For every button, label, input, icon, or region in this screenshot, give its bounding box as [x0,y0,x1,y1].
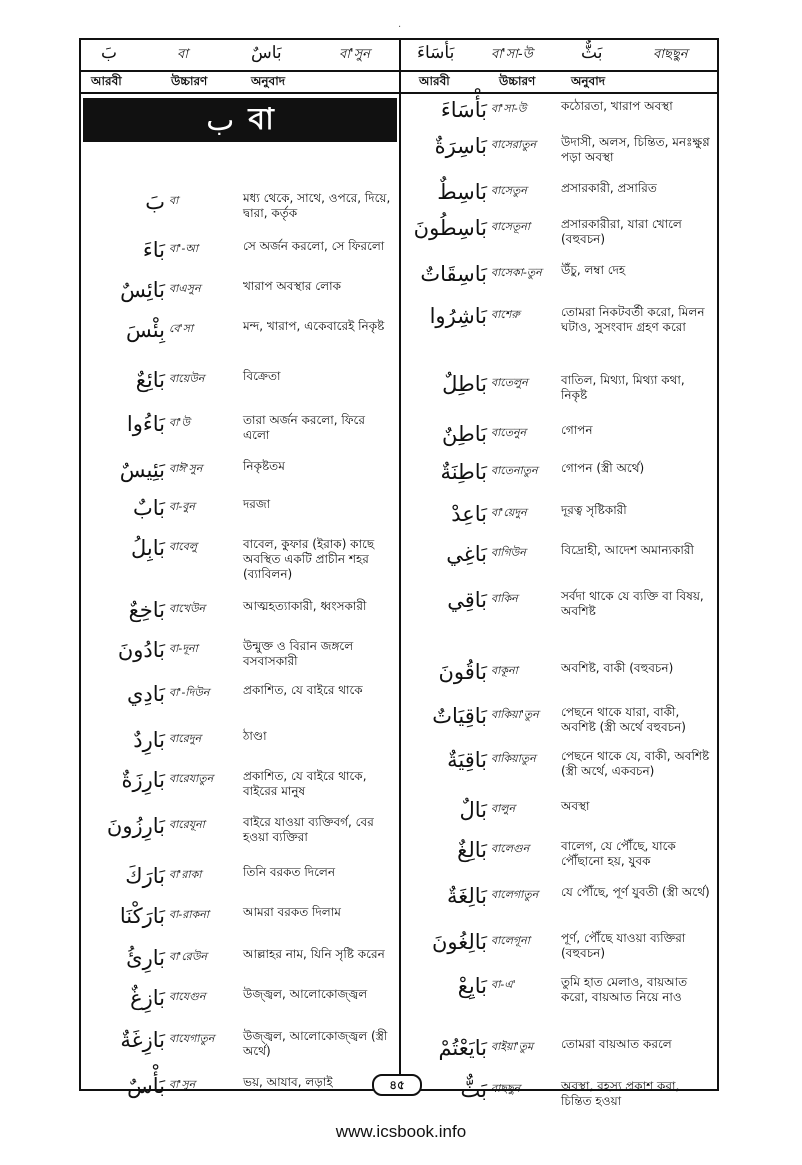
entry-pronunciation: বাযেগাতুন [169,1032,215,1045]
entry-meaning: খারাপ অবস্থার লোক [243,279,341,293]
entry-meaning: পূর্ণ, পৌঁছে যাওয়া ব্যক্তিরা (বহুবচন) [561,931,686,960]
entry-arabic: بَاقُونَ [438,660,487,684]
entry-pronunciation: বাসেরাতুন [491,138,537,151]
entry-arabic: بَايِعْ [457,974,487,998]
entry-meaning: বিদ্রোহী, আদেশ অমান্যকারী [561,543,694,557]
header-left-arabic-2: بَاسٌ [251,43,282,63]
entry-pronunciation: বা'উ [169,416,190,429]
entry-arabic: بَارِزَةٌ [121,768,165,792]
entry-meaning: তোমরা নিকটবর্তী করো, মিলন ঘটাও, সুসংবাদ গ্রহণ করো [561,305,705,334]
dictionary-page [79,38,719,1108]
entry-pronunciation: বালেগাতুন [491,888,539,901]
entry-pronunciation: বাশেরু [491,308,520,321]
entry-pronunciation: বা'-আ [169,242,199,255]
entry-pronunciation: বাতেনুন [491,426,527,439]
entry-arabic: بَارِزُونَ [106,814,165,838]
entry-pronunciation: বালুন [491,802,516,815]
entry-pronunciation: বালেগুন [491,842,530,855]
entry-meaning: মধ্য থেকে, সাথে, ওপরে, দিয়ে, দ্বারা, কর্তৃক [243,191,391,220]
entry-pronunciation: বাকিয়াতুন [491,752,536,765]
entry-arabic: بَاغِي [446,542,487,566]
right-column [401,94,717,1108]
entry-pronunciation: বা-রাকনা [169,908,209,921]
entry-arabic: بَادِي [126,682,165,706]
entry-meaning: উন্মুক্ত ও বিরান জঙ্গলে বসবাসকারী [243,639,354,668]
entry-meaning: সর্বদা থাকে যে ব্যক্তি বা বিষয়, অবশিষ্ট [561,589,704,618]
entry-meaning: বাইরে যাওয়া ব্যক্তিবর্গ, বের হওয়া ব্যক্তিরা [243,815,374,844]
entry-arabic: بَأْسٌ [127,1074,165,1098]
entry-pronunciation: বারেযাতুন [169,772,214,785]
section-title-block [83,98,397,142]
entry-pronunciation: বাএসুন [169,282,201,295]
entry-arabic: بَ [145,190,165,214]
entry-pronunciation: বাবেলু [169,540,198,553]
entry-pronunciation: বা'রাকা [169,868,202,881]
entry-meaning: প্রসারকারীরা, যারা খোলে (বহুবচন) [561,217,682,246]
entry-pronunciation: বাগিউন [491,546,526,559]
entry-arabic: بَاسِرَةٌ [434,134,487,158]
entry-meaning: আত্মহত্যাকারী, ধ্বংসকারী [243,599,367,613]
entry-pronunciation: বাকিয়া'তুন [491,708,539,721]
entry-arabic: بَاقِي [447,588,487,612]
entry-meaning: তারা অর্জন করলো, ফিরে এলো [243,413,365,442]
entry-pronunciation: বা [169,194,179,207]
header-right-pron-1: বা'সা-উ [491,47,533,62]
section-title-arabic: ب [206,102,235,138]
entry-arabic: بَاسِقَاتٌ [420,262,487,286]
entry-arabic: بَارِئُ [126,946,165,970]
entry-meaning: আল্লাহর নাম, যিনি সৃষ্টি করেন [243,947,385,961]
heading-pron-left: উচ্চারণ [171,74,208,88]
entry-meaning: ভয়, আযাব, লড়াই [243,1075,333,1089]
entry-arabic: بَأْسَاءَ [440,98,487,122]
entry-arabic: بَابٌ [132,496,165,520]
entry-pronunciation: বাতেনাতুন [491,464,538,477]
header-right-pron-2: বাছছুন [653,47,688,62]
entry-arabic: بَالِغَةٌ [446,884,487,908]
entry-arabic: بَاءُوا [126,412,165,436]
entry-pronunciation: বাযেগুন [169,990,206,1003]
entry-arabic: بَثٌّ [460,1078,487,1102]
entry-meaning: দূরত্ব সৃষ্টিকারী [561,503,627,517]
entry-pronunciation: বা-দূনা [169,642,198,655]
entry-meaning: বাতিল, মিথ্যা, মিথ্যা কথা, নিকৃষ্ট [561,373,685,402]
entry-meaning: উঁচু, লম্বা দেহ [561,263,626,277]
entry-meaning: প্রকাশিত, যে বাইরে থাকে, বাইরের মানুষ [243,769,367,798]
entry-meaning: অবস্থা [561,799,590,813]
entry-arabic: بَئِيسٌ [119,458,165,482]
entry-pronunciation: বায়েউন [169,372,205,385]
entry-meaning: বাবেল, কুফার (ইরাক) কাছে অবস্থিত একটি প্রাচীন শহর (ব্যাবিলন) [243,537,375,581]
header-right-arabic-1: بَأسَاءَ [417,43,455,63]
entry-pronunciation: বা'রেউন [169,950,207,963]
entry-meaning: তিনি বরকত দিলেন [243,865,336,879]
entry-pronunciation: বাখেউন [169,602,206,615]
heading-arabic-left: আরবী [91,74,122,88]
entry-arabic: بَابِلُ [131,536,165,560]
entry-arabic: بَائِسٌ [120,278,165,302]
entry-arabic: بَالِغٌ [457,838,487,862]
entry-meaning: অবশিষ্ট, বাকী (বহুবচন) [561,661,674,675]
entry-arabic: بَارَكْنَا [119,904,165,928]
entry-pronunciation: বাকিন [491,592,518,605]
entry-pronunciation: বা-এ' [491,978,516,991]
entry-arabic: بَاقِيَةٌ [447,748,487,772]
entry-arabic: بَالٌ [459,798,487,822]
entry-arabic: بَازِغٌ [130,986,165,1010]
entry-meaning: কঠোরতা, খারাপ অবস্থা [561,99,673,113]
entry-arabic: بَاسِطُونَ [413,216,487,240]
entry-arabic: بَايَعْتُمْ [438,1036,487,1060]
entry-meaning: সে অর্জন করলো, সে ফিরলো [243,239,385,253]
header-left-arabic-1: بَ [101,43,118,63]
entry-arabic: بَادُونَ [117,638,165,662]
entry-meaning: অবস্থা, রহস্য প্রকাশ করা, চিন্তিত হওয়া [561,1079,680,1108]
entry-pronunciation: বাসেতূনা [491,220,531,233]
entry-meaning: গোপন (স্ত্রী অর্থে) [561,461,645,475]
heading-meaning-right: অনুবাদ [571,74,606,88]
entry-pronunciation: বাইয়া'তুম [491,1040,534,1053]
entry-pronunciation: বাছছুন [491,1082,521,1095]
entry-meaning: আমরা বরকত দিলাম [243,905,341,919]
heading-meaning-left: অনুবাদ [251,74,286,88]
entry-meaning: যে পৌঁছে, পূর্ণ যুবতী (স্ত্রী অর্থে) [561,885,710,899]
entry-arabic: بَاعِدْ [451,502,487,526]
entry-arabic: بَاطِلٌ [442,372,487,396]
header-right-arabic-2: بَثٌّ [581,43,603,63]
entry-meaning: মন্দ, খারাপ, একেবারেই নিকৃষ্ট [243,319,385,333]
entry-meaning: বিক্রেতা [243,369,281,383]
entry-pronunciation: বা-বুন [169,500,195,513]
entry-pronunciation: বাঈ'সুন [169,462,203,475]
page-number: ৪৫ [372,1074,422,1096]
entry-pronunciation: বাসেকা-তুন [491,266,542,279]
entry-meaning: গোপন [561,423,593,437]
entry-pronunciation: বাসেতুন [491,184,527,197]
entry-pronunciation: বারেযূনা [169,818,205,831]
entry-meaning: নিকৃষ্টতম [243,459,285,473]
entry-meaning: তোমরা বায়আত করলে [561,1037,672,1051]
entry-meaning: উজ্জ্বল, আলোকোজ্জ্বল (স্ত্রী অর্থে) [243,1029,388,1058]
entry-pronunciation: বাকূনা [491,664,518,677]
section-title-bengali: বা [248,101,274,137]
entry-pronunciation: বা'-দিউন [169,686,210,699]
entry-arabic: بَارَكَ [125,864,165,888]
top-mark: · [398,22,402,33]
entry-meaning: প্রসারকারী, প্রসারিত [561,181,657,195]
entry-pronunciation: বারেদুন [169,732,202,745]
entry-meaning: উদাসী, অলস, চিন্তিত, মনঃক্ষুণ্ণ পড়া অবস্থা [561,135,710,164]
entry-arabic: بَاشِرُوا [429,304,487,328]
entry-meaning: তুমি হাত মেলাও, বায়আত করো, বায়আত নিয়ে নাও [561,975,688,1004]
entry-arabic: بَاقِيَاتٌ [432,704,487,728]
entry-meaning: পেছনে থাকে যারা, বাকী, অবশিষ্ট (স্ত্রী অর্থে বহুবচন) [561,705,686,734]
entry-meaning: প্রকাশিত, যে বাইরে থাকে [243,683,363,697]
entry-meaning: দরজা [243,497,271,511]
entry-pronunciation: বে'সা [169,322,194,335]
entry-pronunciation: বালেগূনা [491,934,530,947]
entry-meaning: উজ্জ্বল, আলোকোজ্জ্বল [243,987,368,1001]
entry-arabic: بَازِغَةٌ [120,1028,165,1052]
entry-arabic: بَائِعٌ [135,368,165,392]
entry-arabic: بَارِدٌ [133,728,165,752]
entry-pronunciation: বা'সুন [169,1078,196,1091]
entry-meaning: ঠাণ্ডা [243,729,267,743]
entry-pronunciation: বা'য়েদুন [491,506,527,519]
heading-arabic-right: আরবী [419,74,450,88]
header-left-pron-2: বা'সুন [339,47,370,62]
entry-arabic: بِئْسَ [126,318,165,342]
header-left-pron-1: বা [177,47,189,62]
entry-meaning: বালেগ, যে পৌঁছে, যাকে পৌঁছানো হয়, যুবক [561,839,676,868]
entry-arabic: بَاسِطٌ [437,180,487,204]
entry-arabic: بَالِغُونَ [431,930,487,954]
entry-arabic: بَاءَ [142,238,165,262]
entry-pronunciation: বাতেলুন [491,376,528,389]
entry-arabic: بَاطِنٌ [442,422,487,446]
entry-pronunciation: বা'সা-উ [491,102,527,115]
entry-arabic: بَاخِعٌ [128,598,165,622]
footer-url: www.icsbook.info [335,1122,467,1141]
heading-pron-right: উচ্চারণ [499,74,536,88]
entry-meaning: পেছনে থাকে যে, বাকী, অবশিষ্ট (স্ত্রী অর্থে, একবচন) [561,749,710,778]
entry-arabic: بَاطِنَةٌ [440,460,487,484]
